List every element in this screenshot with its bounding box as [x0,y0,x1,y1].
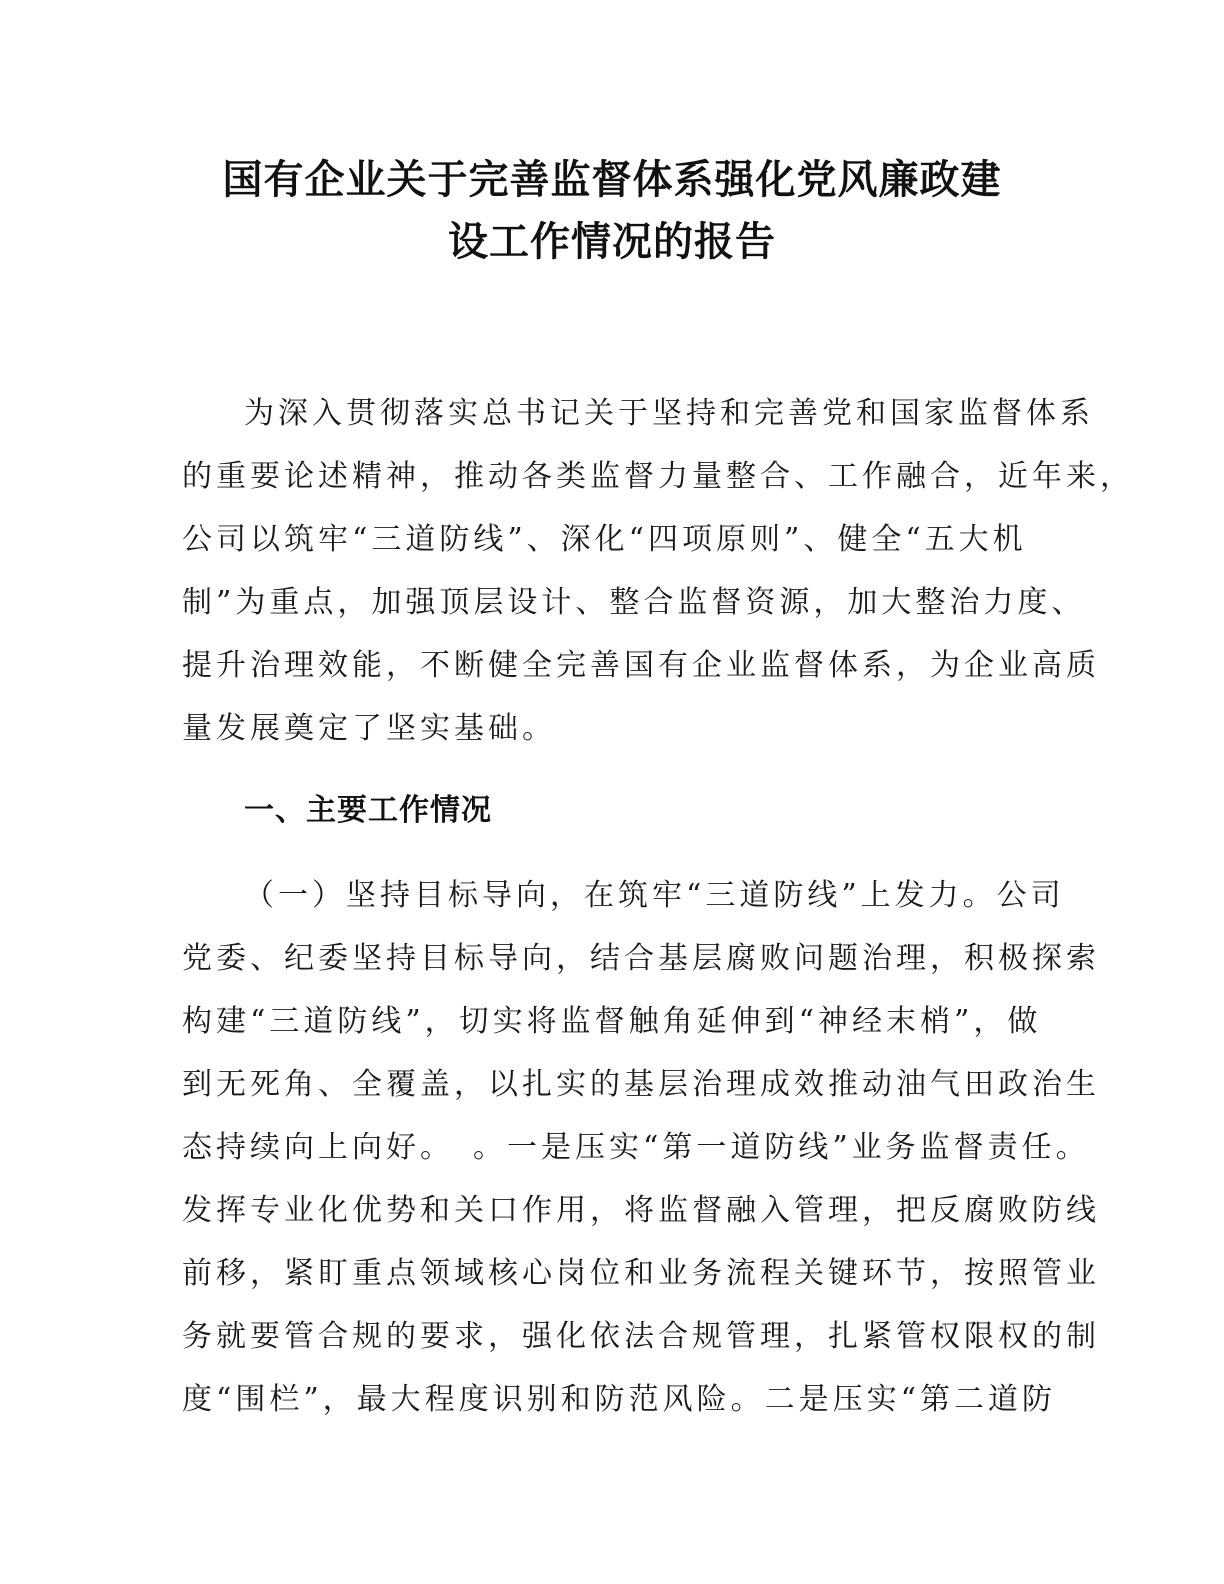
section-paragraph-line: 度“围栏”，最大程度识别和防范风险。二是压实“第二道防 [182,1382,1057,1417]
section-paragraph-line: 构建“三道防线”，切实将监督触角延伸到“神经末梢”，做 [182,1004,1042,1039]
intro-paragraph-line: 公司以筑牢“三道防线”、深化“四项原则”、健全“五大机 [182,522,1027,557]
intro-paragraph-line: 提升治理效能，不断健全完善国有企业监督体系，为企业高质 [182,648,1100,683]
section-paragraph-line: 到无死角、全覆盖，以扎实的基层治理成效推动油气田政治生 [182,1067,1100,1102]
section-paragraph-line: 发挥专业化优势和关口作用，将监督融入管理，把反腐败防线 [182,1193,1100,1228]
section-paragraph-line: 务就要管合规的要求，强化依法合规管理，扎紧管权限权的制 [182,1319,1100,1354]
intro-paragraph-line: 为深入贯彻落实总书记关于坚持和完善党和国家监督体系 [244,396,1094,431]
section-paragraph-line: （一）坚持目标导向，在筑牢“三道防线”上发力。公司 [244,878,1065,913]
intro-paragraph-line: 量发展奠定了坚实基础。 [182,711,556,746]
intro-paragraph-line: 的重要论述精神，推动各类监督力量整合、工作融合，近年来， [182,459,1134,494]
section-paragraph-line: 党委、纪委坚持目标导向，结合基层腐败问题治理，积极探索 [182,941,1100,976]
document-title-line-1: 国有企业关于完善监督体系强化党风廉政建 [222,157,1002,203]
section-heading: 一、主要工作情况 [244,793,492,828]
document-title-line-2: 设工作情况的报告 [448,219,776,265]
section-paragraph-line: 前移，紧盯重点领域核心岗位和业务流程关键环节，按照管业 [182,1256,1100,1291]
intro-paragraph-line: 制”为重点，加强顶层设计、整合监督资源，加大整治力度、 [182,585,1086,620]
section-paragraph-line: 态持续向上向好。 。一是压实“第一道防线”业务监督责任。 [182,1130,1090,1165]
